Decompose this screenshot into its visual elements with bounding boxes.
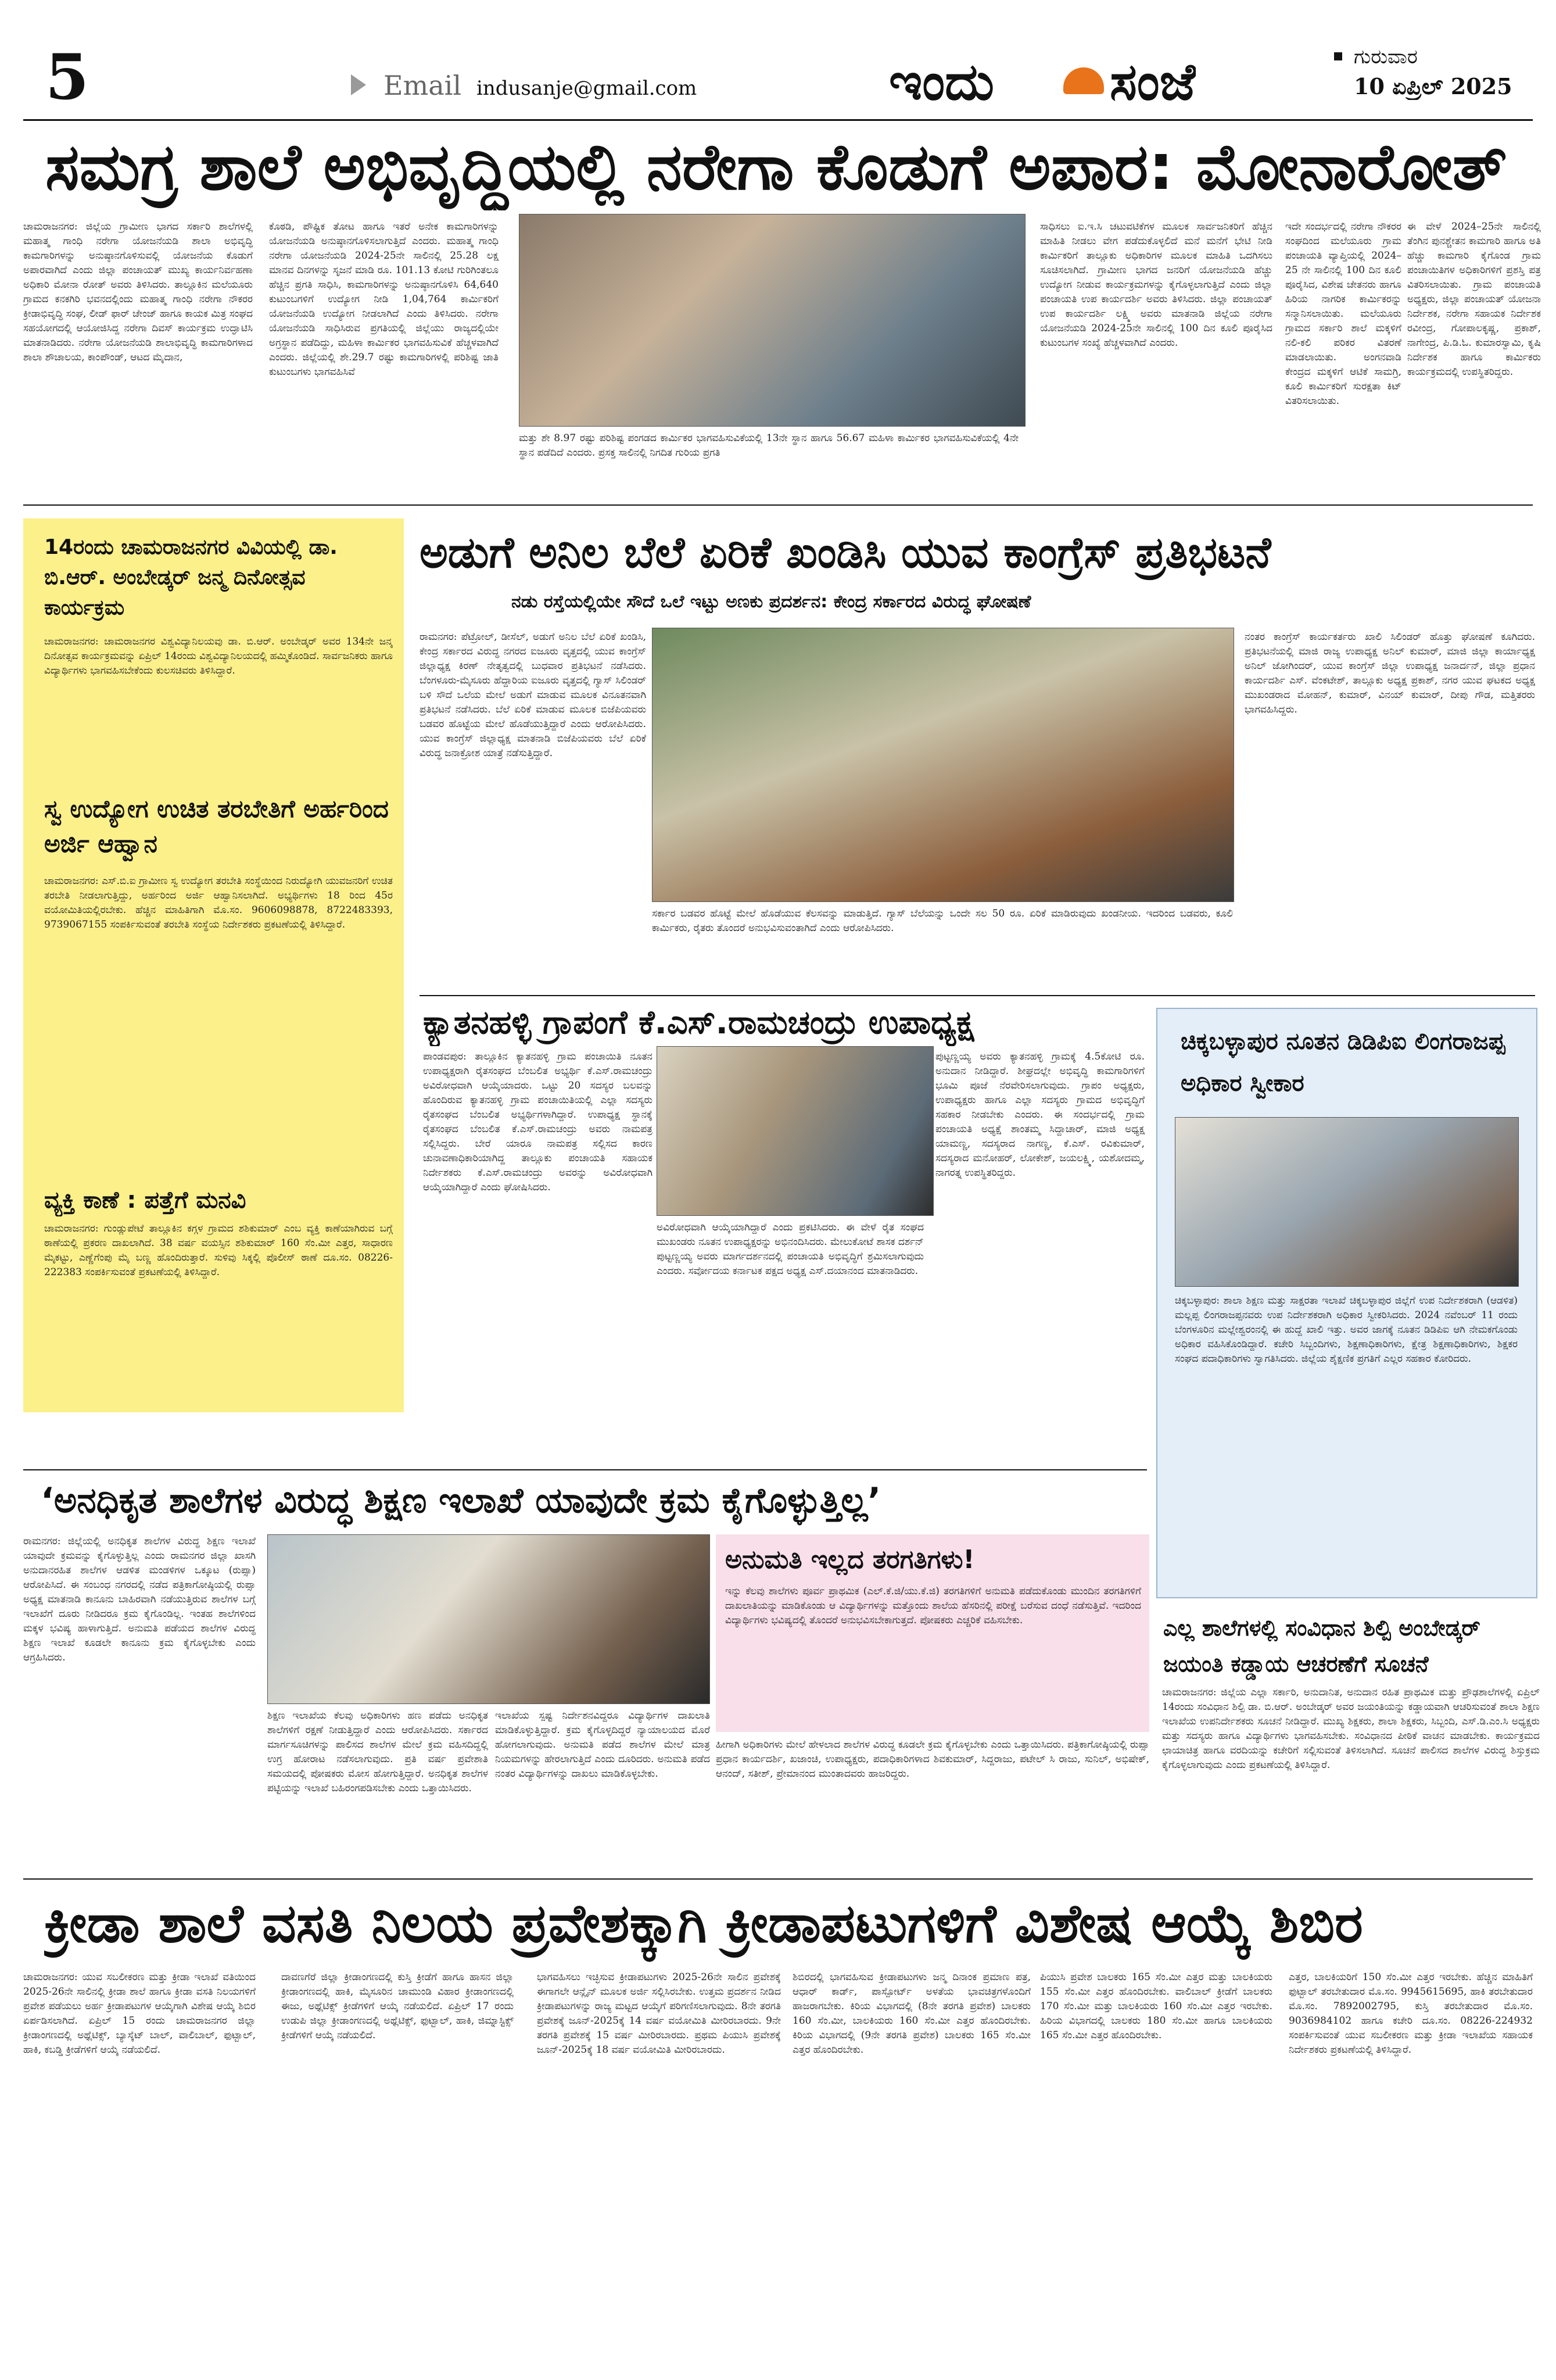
story5-headline: ಎಲ್ಲ ಶಾಲೆಗಳಲ್ಲಿ ಸಂವಿಧಾನ ಶಿಲ್ಪಿ ಅಂಬೇಡ್ಕರ್ ಜಯಂತಿ ಕಡ್ಡಾಯ ಆಚರಣೆಗೆ ಸೂಚನೆ — [1163, 1615, 1480, 1677]
pink-box-title: ಅನುಮತಿ ಇಲ್ಲದ ತರಗತಿಗಳು! — [725, 1545, 975, 1574]
story6-col1: ಚಾಮರಾಜನಗರ: ಯುವ ಸಬಲೀಕರಣ ಮತ್ತು ಕ್ರೀಡಾ ಇಲಾಖೆ ವತಿಯಿಂದ 2025-26ನೇ ಸಾಲಿನಲ್ಲಿ ಕ್ರೀಡಾ ಶಾಲೆ ಹಾಗೂ ಕ್ರೀಡಾ ವಸತಿ ನಿಲಯಗಳಿಗೆ ಪ್ರವೇಶ ಪಡೆಯಲು ಅರ್ಹ ಕ್ರೀಡಾಪಟುಗಳ ಆಯ್ಕೆಗಾಗಿ ವಿಶೇಷ ಆಯ್ಕೆ ಶಿಬಿರ ಏರ್ಪಡಿಸಲಾಗಿದೆ. ಏಪ್ರಿಲ್ 15 ರಂದು ಚಾಮರಾಜನಗರ ಜಿಲ್ಲಾ ಕ್ರೀಡಾಂಗಣದಲ್ಲಿ ಅಥ್ಲೆಟಿಕ್ಸ್, ಬ್ಯಾಸ್ಕೆಟ್ ಬಾಲ್, ವಾಲಿಬಾಲ್, ಫುಟ್ಬಾಲ್, ಹಾಕಿ, ಕಬಡ್ಡಿ ಕ್ರೀಡೆಗಳಿಗೆ ಆಯ್ಕೆ ನಡೆಯಲಿದೆ. — [23, 1971, 256, 2056]
logo-left-text: ಇಂದು — [889, 52, 995, 112]
ddpi-box — [1156, 1008, 1537, 1598]
ddpi-photo — [1175, 1117, 1519, 1287]
story5-body: ಚಾಮರಾಜನಗರ: ಜಿಲ್ಲೆಯ ಎಲ್ಲಾ ಸರ್ಕಾರಿ, ಅನುದಾನಿತ, ಅನುದಾನ ರಹಿತ ಪ್ರಾಥಮಿಕ ಮತ್ತು ಪ್ರೌಢಶಾಲೆಗಳಲ್ಲಿ ಏಪ್ರಿಲ್ 14ರಂದು ಸಂವಿಧಾನ ಶಿಲ್ಪಿ ಡಾ. ಬಿ.ಆರ್. ಅಂಬೇಡ್ಕರ್ ಅವರ ಜಯಂತಿಯನ್ನು ಕಡ್ಡಾಯವಾಗಿ ಆಚರಿಸುವಂತೆ ಶಾಲಾ ಶಿಕ್ಷಣ ಇಲಾಖೆಯ ಉಪನಿರ್ದೇಶಕರು ಸೂಚನೆ ನೀಡಿದ್ದಾರೆ. ಮುಖ್ಯ ಶಿಕ್ಷಕರು, ಶಾಲಾ ಶಿಕ್ಷಕರು, ಸಿಬ್ಬಂದಿ, ಎಸ್.ಡಿ.ಎಂ.ಸಿ ಅಧ್ಯಕ್ಷರು ಮತ್ತು ಸದಸ್ಯರು ಹಾಗೂ ವಿದ್ಯಾರ್ಥಿಗಳು ಭಾಗವಹಿಸಬೇಕು. ಸಂವಿಧಾನದ ಪೀಠಿಕೆ ವಾಚನ ಮಾಡಬೇಕು. ಕಾರ್ಯಕ್ರಮದ ಛಾಯಾಚಿತ್ರ ಹಾಗೂ ವರದಿಯನ್ನು ಕಚೇರಿಗೆ ಸಲ್ಲಿಸುವಂತೆ ತಿಳಿಸಲಾಗಿದೆ. ಸೂಚನೆ ಪಾಲಿಸದ ಶಾಲೆಗಳ ವಿರುದ್ಧ ಶಿಸ್ತುಕ್ರಮ ಕೈಗೊಳ್ಳಲಾಗುವುದು ಎಂದು ಪ್ರಕಟಣೆಯಲ್ಲಿ ತಿಳಿಸಿದ್ದಾರೆ. — [1162, 1687, 1540, 1771]
story6-col6: ಎತ್ತರ, ಬಾಲಕಿಯರಿಗೆ 150 ಸೆಂ.ಮೀ ಎತ್ತರ ಇರಬೇಕು. ಹೆಚ್ಚಿನ ಮಾಹಿತಿಗೆ ಫುಟ್ಬಾಲ್ ತರಬೇತುದಾರ ಮೊ.ಸಂ. 9945615695, ಹಾಕಿ ತರಬೇತುದಾರ ಮೊ.ಸಂ. 7892002795, ಕುಸ್ತಿ ತರಬೇತುದಾರ ಮೊ.ಸಂ. 9036984102 ಹಾಗೂ ಕಚೇರಿ ದೂ.ಸಂ. 08226-224932 ಸಂಪರ್ಕಿಸುವಂತೆ ಯುವ ಸಬಲೀಕರಣ ಮತ್ತು ಕ್ರೀಡಾ ಇಲಾಖೆಯ ಸಹಾಯಕ ನಿರ್ದೇಶಕರು ಪ್ರಕಟಣೆಯಲ್ಲಿ ತಿಳಿಸಿದ್ದಾರೆ. — [1289, 1971, 1533, 2056]
story3-col1: ಪಾಂಡವಪುರ: ತಾಲ್ಲೂಕಿನ ಕ್ಯಾತನಹಳ್ಳಿ ಗ್ರಾಮ ಪಂಚಾಯಿತಿ ನೂತನ ಉಪಾಧ್ಯಕ್ಷರಾಗಿ ರೈತಸಂಘದ ಬೆಂಬಲಿತ ಅಭ್ಯರ್ಥಿ ಕೆ.ಎಸ್.ರಾಮಚಂದ್ರು ಅವಿರೋಧವಾಗಿ ಆಯ್ಕೆಯಾದರು. ಒಟ್ಟು 20 ಸದಸ್ಯರ ಬಲವನ್ನು ಹೊಂದಿರುವ ಕ್ಯಾತನಹಳ್ಳಿ ಗ್ರಾಮ ಪಂಚಾಯಿತಿಯಲ್ಲಿ ಎಲ್ಲಾ ಸದಸ್ಯರು ರೈತಸಂಘದ ಬೆಂಬಲಿತ ಅಭ್ಯರ್ಥಿಗಳಾಗಿದ್ದಾರೆ. ಉಪಾಧ್ಯಕ್ಷ ಸ್ಥಾನಕ್ಕೆ ರೈತಸಂಘದ ಬೆಂಬಲಿತ ಕೆ.ಎಸ್.ರಾಮಚಂದ್ರು ಅವರು ನಾಮಪತ್ರ ಸಲ್ಲಿಸಿದ್ದರು. ಬೇರೆ ಯಾರೂ ನಾಮಪತ್ರ ಸಲ್ಲಿಸದ ಕಾರಣ ಚುನಾವಣಾಧಿಕಾರಿಯಾಗಿದ್ದ ತಾಲ್ಲೂಕು ಪಂಚಾಯತಿ ಸಹಾಯಕ ನಿರ್ದೇಶಕರು ಕೆ.ಎಸ್.ರಾಮಚಂದ್ರು ಅವರನ್ನು ಅವಿರೋಧವಾಗಿ ಆಯ್ಕೆಯಾಗಿದ್ದಾರೆ ಎಂದು ಘೋಷಿಸಿದರು. — [423, 1051, 652, 1193]
unauthorised-classes-box — [716, 1534, 1149, 1732]
date-label: 10 ಏಪ್ರಿಲ್ 2025 — [1354, 73, 1512, 99]
story3-col2: ಪುಟ್ಟಣ್ಣಯ್ಯ ಅವರು ಕ್ಯಾತನಹಳ್ಳಿ ಗ್ರಾಮಕ್ಕೆ 4.5ಕೋಟಿ ರೂ. ಅನುದಾನ ನೀಡಿದ್ದಾರೆ. ಶೀಘ್ರದಲ್ಲೇ ಅಭಿವೃದ್ಧಿ ಕಾಮಗಾರಿಗಳಿಗೆ ಭೂಮಿ ಪೂಜೆ ನೆರವೇರಿಸಲಾಗುವುದು. ಗ್ರಾಪಂ ಅಧ್ಯಕ್ಷರು, ಉಪಾಧ್ಯಕ್ಷರು ಹಾಗೂ ಎಲ್ಲಾ ಸದಸ್ಯರು ಗ್ರಾಮದ ಅಭಿವೃದ್ಧಿಗೆ ಸಹಕಾರ ನೀಡಬೇಕು ಎಂದರು. ಈ ಸಂದರ್ಭದಲ್ಲಿ ಗ್ರಾಮ ಪಂಚಾಯತಿ ಅಧ್ಯಕ್ಷೆ ಶಾಂತಮ್ಮ ಸಿದ್ದಾಚಾರ್, ಮಾಜಿ ಅಧ್ಯಕ್ಷ ಯಾಮಣ್ಣ, ಸದಸ್ಯರಾದ ನಾಗಣ್ಣ, ಕೆ.ಎಸ್. ರವಿಕುಮಾರ್, ಸದಸ್ಯರಾದ ಮನೋಹರ್, ಲೋಕೇಶ್, ಜಯಲಕ್ಷ್ಮಿ, ಯಶೋದಮ್ಮ, ನಾಗರತ್ನ ಉಪಸ್ಥಿತರಿದ್ದರು. — [935, 1051, 1145, 1179]
story1-col1: ಚಾಮರಾಜನಗರ: ಜಿಲ್ಲೆಯ ಗ್ರಾಮೀಣ ಭಾಗದ ಸರ್ಕಾರಿ ಶಾಲೆಗಳಲ್ಲಿ ಮಹಾತ್ಮ ಗಾಂಧಿ ನರೇಗಾ ಯೋಜನೆಯಡಿ ಶಾಲಾ ಅಭಿವೃದ್ಧಿ ಕಾಮಗಾರಿಗಳನ್ನು ಅನುಷ್ಠಾನಗೊಳಿಸುವಲ್ಲಿ ಯೋಜನೆಯ ಕೊಡುಗೆ ಅಪಾರವಾಗಿದೆ ಎಂದು ಜಿಲ್ಲಾ ಪಂಚಾಯತ್ ಮುಖ್ಯ ಕಾರ್ಯನಿರ್ವಹಣಾ ಅಧಿಕಾರಿ ಮೋನಾ ರೋತ್ ಅವರು ತಿಳಿಸಿದರು. ತಾಲ್ಲೂಕಿನ ಮಲೆಯೂರು ಗ್ರಾಮದ ಕನಕಗಿರಿ ಭವನದಲ್ಲಿಂದು ಮಹಾತ್ಮ ಗಾಂಧಿ ನರೇಗಾ ನೌಕರರ ಕ್ರೀಡಾಭಿವೃದ್ಧಿ ಸಂಘ, ಲೀಡ್ ಫಾರ್ ಚೇಂಜ್ ಹಾಗೂ ಕಾಯಕ ಮಿತ್ರ ಸಂಘದ ಸಹಯೋಗದಲ್ಲಿ ಆಯೋಜಿಸಿದ್ದ ನರೇಗಾ ದಿವಸ್ ಕಾರ್ಯಕ್ರಮ ಉದ್ಘಾಟಿಸಿ ಮಾತನಾಡಿದರು. ನರೇಗಾ ಯೋಜನೆಯಡಿ ಶಾಲಾಭಿವೃದ್ಧಿ ಕಾಮಗಾರಿಗಳಾದ ಶಾಲಾ ಶೌಚಾಲಯ, ಕಾಂಪೌಂಡ್, ಆಟದ ಮೈದಾನ, — [23, 221, 253, 363]
story6-col3: ಭಾಗವಹಿಸಲು ಇಚ್ಛಿಸುವ ಕ್ರೀಡಾಪಟುಗಳು 2025-26ನೇ ಸಾಲಿನ ಪ್ರವೇಶಕ್ಕೆ ಈಗಾಗಲೇ ಆನ್ಲೈನ್ ಮೂಲಕ ಅರ್ಜಿ ಸಲ್ಲಿಸಿರಬೇಕು. ಉತ್ತಮ ಪ್ರದರ್ಶನ ನೀಡಿದ ಕ್ರೀಡಾಪಟುಗಳನ್ನು ರಾಜ್ಯ ಮಟ್ಟದ ಆಯ್ಕೆಗೆ ಪರಿಗಣಿಸಲಾಗುವುದು. 8ನೇ ತರಗತಿ ಪ್ರವೇಶಕ್ಕೆ ಜೂನ್-2025ಕ್ಕೆ 14 ವರ್ಷ ವಯೋಮಿತಿ ಮೀರಿರಬಾರದು. 9ನೇ ತರಗತಿ ಪ್ರವೇಶಕ್ಕೆ 15 ವರ್ಷ ಮೀರಿರಬಾರದು. ಪ್ರಥಮ ಪಿಯುಸಿ ಪ್ರವೇಶಕ್ಕೆ ಜೂನ್-2025ಕ್ಕೆ 18 ವರ್ಷ ವಯೋಮಿತಿ ಮೀರಿರಬಾರದು. — [537, 1971, 781, 2056]
email-label: Email — [383, 70, 462, 101]
story1-col6: ಈ ವೇಳೆ 2024–25ನೇ ಸಾಲಿನಲ್ಲಿ ತೆಂಗಿನ ಪುನಶ್ಚೇತನ ಕಾಮಗಾರಿ ಹಾಗೂ ಅತಿ ಹೆಚ್ಚು ಕಾಮಗಾರಿ ಕೈಗೊಂಡ ಗ್ರಾಮ ಪಂಚಾಯಿತಿಗಳ ಅಧಿಕಾರಿಗಳಿಗೆ ಪ್ರಶಸ್ತಿ ಪತ್ರ ವಿತರಿಸಲಾಯಿತು. ಗ್ರಾಮ ಪಂಚಾಯತಿ ಅಧ್ಯಕ್ಷರು, ಜಿಲ್ಲಾ ಪಂಚಾಯತ್ ಯೋಜನಾ ನಿರ್ದೇಶಕ, ನರೇಗಾ ಸಹಾಯಕ ನಿರ್ದೇಶಕ ರವೀಂದ್ರ, ಗೋಪಾಲಕೃಷ್ಣ, ಪ್ರಕಾಶ್, ನಾಗೇಂದ್ರ, ಪಿ.ಡಿ.ಓ. ಕುಮಾರಸ್ವಾಮಿ, ಕೃಷಿ ನಿರ್ದೇಶಕ ಹಾಗೂ ಕಾರ್ಮಿಕರು ಕಾರ್ಯಕ್ರಮದಲ್ಲಿ ಉಪಸ್ಥಿತರಿದ್ದರು. — [1407, 221, 1541, 378]
page-number: 5 — [45, 45, 89, 109]
story1-photo — [519, 214, 1026, 427]
story6-top-rule — [23, 1878, 1533, 1880]
story3-photo-caption: ಅವಿರೋಧವಾಗಿ ಆಯ್ಕೆಯಾಗಿದ್ದಾರೆ ಎಂದು ಪ್ರಕಟಿಸಿದರು. ಈ ವೇಳೆ ರೈತ ಸಂಘದ ಮುಖಂಡರು ನೂತನ ಉಪಾಧ್ಯಕ್ಷರನ್ನು ಅಭಿನಂದಿಸಿದರು. ಮೇಲುಕೋಟೆ ಶಾಸಕ ದರ್ಶನ್ ಪುಟ್ಟಣ್ಣಯ್ಯ ಅವರು ಮಾರ್ಗದರ್ಶನದಲ್ಲಿ ಪಂಚಾಯತಿ ಅಭಿವೃದ್ಧಿಗೆ ಶ್ರಮಿಸಲಾಗುವುದು ಎಂದರು. ಸರ್ವೋದಯ ಕರ್ನಾಟಕ ಪಕ್ಷದ ಅಧ್ಯಕ್ಷ ಎಸ್.ದಯಾನಂದ ಮಾತನಾಡಿದರು. — [657, 1222, 924, 1277]
brief2-title: ಸ್ವ ಉದ್ಯೋಗ ಉಚಿತ ತರಬೇತಿಗೆ ಅರ್ಹರಿಂದ ಅರ್ಜಿ ಆಹ್ವಾನ — [44, 794, 389, 858]
story3-headline: ಕ್ಯಾತನಹಳ್ಳಿ ಗ್ರಾಪಂಗೆ ಕೆ.ಎಸ್.ರಾಮಚಂದ್ರು ಉಪಾಧ್ಯಕ್ಷ — [423, 1004, 974, 1042]
story1-col4: ಸಾಧಿಸಲು ಐ.ಇ.ಸಿ ಚಟುವಟಿಕೆಗಳ ಮೂಲಕ ಸಾರ್ವಜನಿಕರಿಗೆ ಹೆಚ್ಚಿನ ಮಾಹಿತಿ ನೀಡಲು ವೇಗ ಪಡೆದುಕೊಳ್ಳಲಿದೆ ಮನೆ ಮನೆಗೆ ಭೇಟಿ ನೀಡಿ ಕಾರ್ಮಿಕರಿಗೆ ತಾಲ್ಲೂಕು ಅಧಿಕಾರಿಗಳ ಮೂಲಕ ಮಾಹಿತಿ ಒದಗಿಸಲು ಸೂಚಿಸಲಾಗಿದೆ. ಗ್ರಾಮೀಣ ಭಾಗದ ಜನರಿಗೆ ಯೋಜನೆಯಡಿ ಹೆಚ್ಚು ಉದ್ಯೋಗ ನೀಡುವ ಕಾರ್ಯಕ್ರಮಗಳನ್ನು ಕೈಗೊಳ್ಳಲಾಗುತ್ತಿದೆ ಎಂದು ಜಿಲ್ಲಾ ಪಂಚಾಯತಿ ಉಪ ಕಾರ್ಯದರ್ಶಿ ಅವರು ತಿಳಿಸಿದರು. ಜಿಲ್ಲಾ ಪಂಚಾಯತ್ ಉಪ ಕಾರ್ಯದರ್ಶಿ ಲಕ್ಷ್ಮಿ ಅವರು ಮಾತನಾಡಿ ಜಿಲ್ಲೆಯ ನರೇಗಾ ಯೋಜನೆಯಡಿ 2024-25ನೇ ಸಾಲಿನಲ್ಲಿ 100 ದಿನ ಕೂಲಿ ಪೂರೈಸಿದ ಕುಟುಂಬಗಳ ಸಂಖ್ಯೆ ಹೆಚ್ಚಳವಾಗಿದೆ ಎಂದರು. — [1040, 221, 1272, 349]
pink-box-body: ಇನ್ನು ಕೆಲವು ಶಾಲೆಗಳು ಪೂರ್ವ ಪ್ರಾಥಮಿಕ (ಎಲ್.ಕೆ.ಜಿ/ಯು.ಕೆ.ಜಿ) ತರಗತಿಗಳಿಗೆ ಅನುಮತಿ ಪಡೆದುಕೊಂಡು ಮುಂದಿನ ತರಗತಿಗಳಿಗೆ ದಾಖಲಾತಿಯನ್ನು ಮಾಡಿಕೊಂಡು ಆ ವಿದ್ಯಾರ್ಥಿಗಳನ್ನು ಮತ್ತೊಂದು ಶಾಲೆಯ ಹೆಸರಿನಲ್ಲಿ ಪರೀಕ್ಷೆ ಬರೆಸುವ ದಂಧೆ ನಡೆಸುತ್ತಿವೆ. ಇದರಿಂದ ವಿದ್ಯಾರ್ಥಿಗಳು ಭವಿಷ್ಯದಲ್ಲಿ ತೊಂದರೆ ಅನುಭವಿಸಬೇಕಾಗುತ್ತದೆ. ಪೋಷಕರು ಎಚ್ಚರಿಕೆ ವಹಿಸಬೇಕು. — [725, 1586, 1141, 1626]
story2-bottom-rule — [420, 995, 1535, 996]
story4-photo — [267, 1534, 710, 1704]
brief1-title: 14ರಂದು ಚಾಮರಾಜನಗರ ವಿವಿಯಲ್ಲಿ ಡಾ. ಬಿ.ಆರ್. ಅಂಬೇಡ್ಕರ್ ಜನ್ಮ ದಿನೋತ್ಸವ ಕಾರ್ಯಕ್ರಮ — [44, 535, 338, 620]
email-address[interactable]: indusanje@gmail.com — [476, 77, 697, 100]
logo-sun-icon — [1063, 67, 1104, 94]
story3-photo — [657, 1046, 934, 1216]
story2-photo-caption: ಸರ್ಕಾರ ಬಡವರ ಹೊಟ್ಟೆ ಮೇಲೆ ಹೊಡೆಯುವ ಕೆಲಸವನ್ನು ಮಾಡುತ್ತಿದೆ. ಗ್ಯಾಸ್ ಬೆಲೆಯನ್ನು ಒಂದೇ ಸಲ 50 ರೂ. ಏರಿಕೆ ಮಾಡಿರುವುದು ಖಂಡನೀಯ. ಇದರಿಂದ ಬಡವರು, ಕೂಲಿ ಕಾರ್ಮಿಕರು, ರೈತರು ತೊಂದರೆ ಅನುಭವಿಸುವಂತಾಗಿದೆ ಎಂದು ಆರೋಪಿಸಿದರು. — [652, 908, 1233, 934]
story4-col2: ಶಿಕ್ಷಣ ಇಲಾಖೆಯ ಕೆಲವು ಅಧಿಕಾರಿಗಳು ಹಣ ಪಡೆದು ಅನಧಿಕೃತ ಶಾಲೆಗಳಿಗೆ ರಕ್ಷಣೆ ನೀಡುತ್ತಿದ್ದಾರೆ ಎಂದು ಆರೋಪಿಸಿದರು. ಸರ್ಕಾರದ ಮಾರ್ಗಸೂಚಿಗಳನ್ನು ಪಾಲಿಸದ ಶಾಲೆಗಳ ಮೇಲೆ ಕ್ರಮ ವಹಿಸದಿದ್ದಲ್ಲಿ ಉಗ್ರ ಹೋರಾಟ ನಡೆಸಲಾಗುವುದು. ಪ್ರತಿ ವರ್ಷ ಪ್ರವೇಶಾತಿ ಸಮಯದಲ್ಲಿ ಪೋಷಕರು ಮೋಸ ಹೋಗುತ್ತಿದ್ದಾರೆ. ಅನಧಿಕೃತ ಶಾಲೆಗಳ ಪಟ್ಟಿಯನ್ನು ಇಲಾಖೆ ಬಹಿರಂಗಪಡಿಸಬೇಕು ಎಂದು ಒತ್ತಾಯಿಸಿದರು. — [267, 1710, 488, 1794]
brief1-body: ಚಾಮರಾಜನಗರ: ಚಾಮರಾಜನಗರ ವಿಶ್ವವಿದ್ಯಾನಿಲಯವು ಡಾ. ಬಿ.ಆರ್. ಅಂಬೇಡ್ಕರ್ ಅವರ 134ನೇ ಜನ್ಮ ದಿನೋತ್ಸವ ಕಾರ್ಯಕ್ರಮವನ್ನು ಏಪ್ರಿಲ್ 14ರಂದು ವಿಶ್ವವಿದ್ಯಾನಿಲಯದಲ್ಲಿ ಹಮ್ಮಿಕೊಂಡಿದೆ. ಸಾರ್ವಜನಿಕರು ಹಾಗೂ ವಿದ್ಯಾರ್ಥಿಗಳು ಭಾಗವಹಿಸಬೇಕೆಂದು ಕುಲಸಚಿವರು ತಿಳಿಸಿದ್ದಾರೆ. — [44, 636, 393, 677]
story2-col5: ನಂತರ ಕಾಂಗ್ರೆಸ್ ಕಾರ್ಯಕರ್ತರು ಖಾಲಿ ಸಿಲಿಂಡರ್ ಹೊತ್ತು ಘೋಷಣೆ ಕೂಗಿದರು. ಪ್ರತಿಭಟನೆಯಲ್ಲಿ ಮಾಜಿ ರಾಜ್ಯ ಉಪಾಧ್ಯಕ್ಷ ಅನಿಲ್ ಕುಮಾರ್, ಮಾಜಿ ಜಿಲ್ಲಾ ಕಾರ್ಯಾಧ್ಯಕ್ಷ ಅನಿಲ್ ಜೋಗಿಂದರ್, ಯುವ ಕಾಂಗ್ರೆಸ್ ಜಿಲ್ಲಾ ಉಪಾಧ್ಯಕ್ಷ ಜನಾರ್ದನ್, ಜಿಲ್ಲಾ ಪ್ರಧಾನ ಕಾರ್ಯದರ್ಶಿ ಎಸ್. ವೆಂಕಟೇಶ್, ತಾಲ್ಲೂಕು ಅಧ್ಯಕ್ಷ ಪ್ರಕಾಶ್, ನಗರ ಯುವ ಘಟಕದ ಅಧ್ಯಕ್ಷ ಮುಖಂಡರಾದ ಮೋಹನ್, ಕುಮಾರ್, ವಿನಯ್ ಕುಮಾರ್, ದೀಪು ಗೌಡ, ಮತ್ತಿತರರು ಭಾಗವಹಿಸಿದ್ದರು. — [1245, 631, 1535, 715]
story1-headline: ಸಮಗ್ರ ಶಾಲೆ ಅಭಿವೃದ್ಧಿಯಲ್ಲಿ ನರೇಗಾ ಕೊಡುಗೆ ಅಪಾರ: ಮೋನಾರೋತ್ — [45, 130, 1507, 204]
ddpi-title: ಚಿಕ್ಕಬಳ್ಳಾಪುರ ನೂತನ ಡಿಡಿಪಿಐ ಲಿಂಗರಾಜಪ್ಪ ಅಧಿಕಾರ ಸ್ವೀಕಾರ — [1181, 1028, 1505, 1097]
newspaper-logo — [889, 50, 1284, 114]
story4-headline: ‘ಅನಧಿಕೃತ ಶಾಲೆಗಳ ವಿರುದ್ಧ ಶಿಕ್ಷಣ ಇಲಾಖೆ ಯಾವುದೇ ಕ್ರಮ ಕೈಗೊಳ್ಳುತ್ತಿಲ್ಲ’ — [41, 1480, 881, 1521]
masthead-divider-icon — [1334, 52, 1342, 60]
story1-photo-caption: ಮತ್ತು ಶೇ 8.97 ರಷ್ಟು ಪರಿಶಿಷ್ಟ ಪಂಗಡದ ಕಾರ್ಮಿಕರ ಭಾಗವಹಿಸುವಿಕೆಯಲ್ಲಿ 13ನೇ ಸ್ಥಾನ ಹಾಗೂ 56.67 ಮಹಿಳಾ ಕಾರ್ಮಿಕರ ಭಾಗವಹಿಸುವಿಕೆಯಲ್ಲಿ 4ನೇ ಸ್ಥಾನ ಪಡೆದಿದೆ ಎಂದರು. ಪ್ರಸಕ್ತ ಸಾಲಿನಲ್ಲಿ ನಿಗದಿತ ಗುರಿಯ ಪ್ರಗತಿ — [519, 432, 1019, 459]
story2-photo — [652, 628, 1234, 902]
ddpi-body: ಚಿಕ್ಕಬಳ್ಳಾಪುರ: ಶಾಲಾ ಶಿಕ್ಷಣ ಮತ್ತು ಸಾಕ್ಷರತಾ ಇಲಾಖೆ ಚಿಕ್ಕಬಳ್ಳಾಪುರ ಜಿಲ್ಲೆಗೆ ಉಪ ನಿರ್ದೇಶಕರಾಗಿ (ಆಡಳಿತ) ಮಲ್ಲಪ್ಪ ಲಿಂಗರಾಜಪ್ಪನವರು ಉಪ ನಿರ್ದೇಶಕರಾಗಿ ಅಧಿಕಾರ ಸ್ವೀಕರಿಸಿದರು. 2024 ನವೆಂಬರ್ 11 ರಂದು ಬೆಂಗಳೂರಿನ ಮಲ್ಲೇಶ್ವರಂನಲ್ಲಿ ಈ ಹುದ್ದೆ ಖಾಲಿ ಇತ್ತು. ಅವರ ಜಾಗಕ್ಕೆ ನೂತನ ಡಿಡಿಪಿಐ ಆಗಿ ನೇಮಕಗೊಂಡು ಅಧಿಕಾರ ವಹಿಸಿಕೊಂಡಿದ್ದಾರೆ. ಕಚೇರಿ ಸಿಬ್ಬಂದಿಗಳು, ಶಿಕ್ಷಣಾಧಿಕಾರಿಗಳು, ಕ್ಷೇತ್ರ ಶಿಕ್ಷಣಾಧಿಕಾರಿಗಳು, ಶಿಕ್ಷಕರ ಸಂಘದ ಪದಾಧಿಕಾರಿಗಳು ಸ್ವಾಗತಿಸಿದರು. ಜಿಲ್ಲೆಯ ಶೈಕ್ಷಣಿಕ ಪ್ರಗತಿಗೆ ಎಲ್ಲರ ಸಹಕಾರ ಕೋರಿದರು. — [1175, 1295, 1518, 1365]
story4-col5: ಹೀಗಾಗಿ ಅಧಿಕಾರಿಗಳು ಮೇಲೆ ಹೇಳಲಾದ ಶಾಲೆಗಳ ವಿರುದ್ಧ ಕೂಡಲೇ ಕ್ರಮ ಕೈಗೊಳ್ಳಬೇಕು ಎಂದು ಒತ್ತಾಯಿಸಿದರು. ಪತ್ರಿಕಾಗೋಷ್ಠಿಯಲ್ಲಿ ರುಪ್ಸಾ ಪ್ರಧಾನ ಕಾರ್ಯದರ್ಶಿ, ಖಜಾಂಚಿ, ಉಪಾಧ್ಯಕ್ಷರು, ಪದಾಧಿಕಾರಿಗಳಾದ ಶಿವಕುಮಾರ್, ಸಿದ್ದರಾಜು, ಪಟೇಲ್ ಸಿ ರಾಜು, ಸುನಿಲ್, ಅಭಿಷೇಕ್, ಆನಂದ್, ಸತೀಶ್, ಪ್ರೇಮಾನಂದ ಮುಂತಾದವರು ಹಾಜರಿದ್ದರು. — [716, 1739, 1149, 1780]
story1-col2: ಕೊಠಡಿ, ಪೌಷ್ಟಿಕ ತೋಟ ಹಾಗೂ ಇತರೆ ಅನೇಕ ಕಾಮಗಾರಿಗಳನ್ನು ಯೋಜನೆಯಡಿ ಅನುಷ್ಠಾನಗೊಳಿಸಲಾಗುತ್ತಿದೆ ಎಂದರು. ಮಹಾತ್ಮ ಗಾಂಧಿ ನರೇಗಾ ಯೋಜನೆಯಡಿ 2024-25ನೇ ಸಾಲಿನಲ್ಲಿ 25.28 ಲಕ್ಷ ಮಾನವ ದಿನಗಳನ್ನು ಸೃಜನೆ ಮಾಡಿ ರೂ. 101.13 ಕೋಟಿ ಗುರಿಗಿಂತಲೂ ಹೆಚ್ಚಿನ ಪ್ರಗತಿ ಸಾಧಿಸಿ, ಕಾಮಗಾರಿಗಳನ್ನು ಅನುಷ್ಠಾನಗೊಳಿಸಿ 64,640 ಕುಟುಂಬಗಳಿಗೆ ಉದ್ಯೋಗ ನೀಡಿ 1,04,764 ಕಾರ್ಮಿಕರಿಗೆ ಯೋಜನೆಯಡಿ ಉದ್ಯೋಗ ನೀಡಲಾಗಿದೆ ಎಂದು ತಿಳಿಸಿದರು. ನರೇಗಾ ಯೋಜನೆಯಡಿ ಸಾಧಿಸಿರುವ ಪ್ರಗತಿಯಲ್ಲಿ ಜಿಲ್ಲೆಯು ರಾಜ್ಯದಲ್ಲಿಯೇ ಅಗ್ರಸ್ಥಾನ ಪಡೆದಿದ್ದು, ಮಹಿಳಾ ಕಾರ್ಮಿಕರ ಭಾಗವಹಿಸುವಿಕೆ ಹೆಚ್ಚಳವಾಗಿದೆ ಎಂದರು. ಜಿಲ್ಲೆಯಲ್ಲಿ ಶೇ.29.7 ರಷ್ಟು ಕಾಮಗಾರಿಗಳಲ್ಲಿ ಪರಿಶಿಷ್ಟ ಜಾತಿ ಕುಟುಂಬಗಳು ಭಾಗವಹಿಸಿವೆ — [269, 221, 499, 378]
briefs-box — [23, 518, 404, 1412]
story6-headline: ಕ್ರೀಡಾ ಶಾಲೆ ವಸತಿ ನಿಲಯ ಪ್ರವೇಶಕ್ಕಾಗಿ ಕ್ರೀಡಾಪಟುಗಳಿಗೆ ವಿಶೇಷ ಆಯ್ಕೆ ಶಿಬಿರ — [44, 1892, 1363, 1955]
story2-headline: ಅಡುಗೆ ಅನಿಲ ಬೆಲೆ ಏರಿಕೆ ಖಂಡಿಸಿ ಯುವ ಕಾಂಗ್ರೆಸ್ ಪ್ರತಿಭಟನೆ — [420, 528, 1271, 578]
story4-top-rule — [23, 1469, 1147, 1470]
brief2-body: ಚಾಮರಾಜನಗರ: ಎಸ್.ಬಿ.ಐ ಗ್ರಾಮೀಣ ಸ್ವ ಉದ್ಯೋಗ ತರಬೇತಿ ಸಂಸ್ಥೆಯಿಂದ ನಿರುದ್ಯೋಗಿ ಯುವಜನರಿಗೆ ಉಚಿತ ತರಬೇತಿ ನೀಡಲಾಗುತ್ತಿದ್ದು, ಅರ್ಹರಿಂದ ಅರ್ಜಿ ಆಹ್ವಾನಿಸಲಾಗಿದೆ. ಅಭ್ಯರ್ಥಿಗಳು 18 ರಿಂದ 45ರ ವಯೋಮಿತಿಯಲ್ಲಿರಬೇಕು. ಹೆಚ್ಚಿನ ಮಾಹಿತಿಗಾಗಿ ಮೊ.ಸಂ. 9606098878, 8722483393, 9739067155 ಸಂಪರ್ಕಿಸುವಂತೆ ತರಬೇತಿ ಸಂಸ್ಥೆಯ ನಿರ್ದೇಶಕರು ಪ್ರಕಟಣೆಯಲ್ಲಿ ತಿಳಿಸಿದ್ದಾರೆ. — [44, 875, 393, 930]
story4-col3: ಇಲಾಖೆಯ ಸ್ಪಷ್ಟ ನಿರ್ದೇಶನವಿದ್ದರೂ ವಿದ್ಯಾರ್ಥಿಗಳ ದಾಖಲಾತಿ ಮಾಡಿಕೊಳ್ಳುತ್ತಿದ್ದಾರೆ. ಕ್ರಮ ಕೈಗೊಳ್ಳದಿದ್ದರೆ ನ್ಯಾಯಾಲಯದ ಮೊರೆ ಹೋಗಲಾಗುವುದು. ಅನುಮತಿ ಪಡೆದ ಶಾಲೆಗಳ ಮೇಲೆ ಮಾತ್ರ ನಿಯಮಗಳನ್ನು ಹೇರಲಾಗುತ್ತಿದೆ ಎಂದು ದೂರಿದರು. ಅನುಮತಿ ಪಡೆದ ನಂತರ ವಿದ್ಯಾರ್ಥಿಗಳನ್ನು ದಾಖಲು ಮಾಡಿಕೊಳ್ಳಬೇಕು. — [495, 1710, 710, 1780]
story6-col5: ಪಿಯುಸಿ ಪ್ರವೇಶ ಬಾಲಕರು 165 ಸೆಂ.ಮೀ ಎತ್ತರ ಮತ್ತು ಬಾಲಕಿಯರು 155 ಸೆಂ.ಮೀ ಎತ್ತರ ಹೊಂದಿರಬೇಕು. ವಾಲಿಬಾಲ್ ಕ್ರೀಡೆಗೆ ಬಾಲಕರು 170 ಸೆಂ.ಮೀ ಮತ್ತು ಬಾಲಕಿಯರು 160 ಸೆಂ.ಮೀ ಎತ್ತರ ಇರಬೇಕು. ಹಿರಿಯ ವಿಭಾಗದಲ್ಲಿ ಬಾಲಕರು 180 ಸೆಂ.ಮೀ ಹಾಗೂ ಬಾಲಕಿಯರು 165 ಸೆಂ.ಮೀ ಎತ್ತರ ಹೊಂದಿರಬೇಕು. — [1040, 1971, 1272, 2041]
story2-col1: ರಾಮನಗರ: ಪೆಟ್ರೋಲ್, ಡೀಸೆಲ್, ಅಡುಗೆ ಅನಿಲ ಬೆಲೆ ಏರಿಕೆ ಖಂಡಿಸಿ, ಕೇಂದ್ರ ಸರ್ಕಾರದ ವಿರುದ್ಧ ನಗರದ ಐಜೂರು ವೃತ್ತದಲ್ಲಿ ಯುವ ಕಾಂಗ್ರೆಸ್ ಜಿಲ್ಲಾಧ್ಯಕ್ಷ ಕಿರಣ್ ನೇತೃತ್ವದಲ್ಲಿ ಬುಧವಾರ ಪ್ರತಿಭಟನೆ ನಡೆಸಿದರು. ಬೆಂಗಳೂರು-ಮೈಸೂರು ಹೆದ್ದಾರಿಯ ಐಜೂರು ವೃತ್ತದಲ್ಲಿ ಗ್ಯಾಸ್ ಸಿಲಿಂಡರ್ ಬಳಿ ಸೌದೆ ಒಲೆಯ ಮೇಲೆ ಅಡುಗೆ ಮಾಡುವ ಮೂಲಕ ವಿನೂತನವಾಗಿ ಪ್ರತಿಭಟನೆ ನಡೆಸಿದರು. ಬೆಲೆ ಏರಿಕೆ ಮಾಡುವ ಮೂಲಕ ಬಿಜೆಪಿಯವರು ಬಡವರ ಹೊಟ್ಟೆಯ ಮೇಲೆ ಹೊಡೆಯುತ್ತಿದ್ದಾರೆ ಎಂದು ಆರೋಪಿಸಿದರು. ಯುವ ಕಾಂಗ್ರೆಸ್ ಜಿಲ್ಲಾಧ್ಯಕ್ಷ ಮಾತನಾಡಿ ಬಿಜೆಪಿಯವರು ಬೆಲೆ ಏರಿಕೆ ವಿರುದ್ಧ ಜನಾಕ್ರೋಶ ಯಾತ್ರೆ ನಡೆಸುತ್ತಿದ್ದಾರೆ. — [420, 631, 646, 759]
story6-col4: ಶಿಬಿರದಲ್ಲಿ ಭಾಗವಹಿಸುವ ಕ್ರೀಡಾಪಟುಗಳು ಜನ್ಮ ದಿನಾಂಕ ಪ್ರಮಾಣ ಪತ್ರ, ಆಧಾರ್ ಕಾರ್ಡ್, ಪಾಸ್ಪೋರ್ಟ್ ಅಳತೆಯ ಭಾವಚಿತ್ರಗಳೊಂದಿಗೆ ಹಾಜರಾಗಬೇಕು. ಕಿರಿಯ ವಿಭಾಗದಲ್ಲಿ (8ನೇ ತರಗತಿ ಪ್ರವೇಶ) ಬಾಲಕರು 160 ಸೆಂ.ಮೀ, ಬಾಲಕಿಯರು 160 ಸೆಂ.ಮೀ ಎತ್ತರ ಹೊಂದಿರಬೇಕು. ಕಿರಿಯ ವಿಭಾಗದಲ್ಲಿ (9ನೇ ತರಗತಿ ಪ್ರವೇಶ) ಬಾಲಕರು 165 ಸೆಂ.ಮೀ ಎತ್ತರ ಹೊಂದಿರಬೇಕು. — [793, 1971, 1031, 2056]
story2-subhead: ನಡು ರಸ್ತೆಯಲ್ಲಿಯೇ ಸೌದೆ ಒಲೆ ಇಟ್ಟು ಅಣಕು ಪ್ರದರ್ಶನ: ಕೇಂದ್ರ ಸರ್ಕಾರದ ವಿರುದ್ಧ ಘೋಷಣೆ — [511, 592, 1031, 612]
brief3-body: ಚಾಮರಾಜನಗರ: ಗುಂಡ್ಲುಪೇಟೆ ತಾಲ್ಲೂಕಿನ ಕಗ್ಗಳ ಗ್ರಾಮದ ಶಶಿಕುಮಾರ್ ಎಂಬ ವ್ಯಕ್ತಿ ಕಾಣೆಯಾಗಿರುವ ಬಗ್ಗೆ ಠಾಣೆಯಲ್ಲಿ ಪ್ರಕರಣ ದಾಖಲಾಗಿದೆ. 38 ವರ್ಷ ವಯಸ್ಸಿನ ಶಶಿಕುಮಾರ್ 160 ಸೆಂ.ಮೀ ಎತ್ತರ, ಸಾಧಾರಣ ಮೈಕಟ್ಟು, ಎಣ್ಣೆಗೆಂಪು ಮೈ ಬಣ್ಣ ಹೊಂದಿರುತ್ತಾರೆ. ಸುಳಿವು ಸಿಕ್ಕಲ್ಲಿ ಪೊಲೀಸ್ ಠಾಣೆ ದೂ.ಸಂ. 08226-222383 ಸಂಪರ್ಕಿಸುವಂತೆ ಪ್ರಕಟಣೆಯಲ್ಲಿ ತಿಳಿಸಿದ್ದಾರೆ. — [44, 1223, 393, 1278]
story1-bottom-rule — [23, 504, 1533, 506]
story4-col1: ರಾಮನಗರ: ಜಿಲ್ಲೆಯಲ್ಲಿ ಅನಧಿಕೃತ ಶಾಲೆಗಳ ವಿರುದ್ಧ ಶಿಕ್ಷಣ ಇಲಾಖೆ ಯಾವುದೇ ಕ್ರಮವನ್ನು ಕೈಗೊಳ್ಳುತ್ತಿಲ್ಲ ಎಂದು ರಾಮನಗರ ಜಿಲ್ಲಾ ಖಾಸಗಿ ಅನುದಾನರಹಿತ ಶಾಲೆಗಳ ಆಡಳಿತ ಮಂಡಳಿಗಳ ಒಕ್ಕೂಟ (ರುಪ್ಸಾ) ಆರೋಪಿಸಿದೆ. ಈ ಸಂಬಂಧ ನಗರದಲ್ಲಿ ನಡೆದ ಪತ್ರಿಕಾಗೋಷ್ಠಿಯಲ್ಲಿ ರುಪ್ಸಾ ಅಧ್ಯಕ್ಷ ಮಾತನಾಡಿ ಕಾನೂನು ಬಾಹಿರವಾಗಿ ನಡೆಯುತ್ತಿರುವ ಶಾಲೆಗಳ ಬಗ್ಗೆ ಇಲಾಖೆಗೆ ದೂರು ನೀಡಿದರೂ ಕ್ರಮ ಕೈಗೊಂಡಿಲ್ಲ. ಇಂತಹ ಶಾಲೆಗಳಿಂದ ಮಕ್ಕಳ ಭವಿಷ್ಯ ಹಾಳಾಗುತ್ತಿದೆ. ಅನುಮತಿ ಪಡೆಯದ ಶಾಲೆಗಳ ವಿರುದ್ಧ ಶಿಕ್ಷಣ ಇಲಾಖೆ ಕೂಡಲೇ ಕಾನೂನು ಕ್ರಮ ಕೈಗೊಳ್ಳಬೇಕು ಎಂದು ಆಗ್ರಹಿಸಿದರು. — [23, 1536, 256, 1663]
masthead-rule — [23, 119, 1533, 121]
story6-col2: ದಾವಣಗೆರೆ ಜಿಲ್ಲಾ ಕ್ರೀಡಾಂಗಣದಲ್ಲಿ ಕುಸ್ತಿ ಕ್ರೀಡೆಗೆ ಹಾಗೂ ಹಾಸನ ಜಿಲ್ಲಾ ಕ್ರೀಡಾಂಗಣದಲ್ಲಿ ಹಾಕಿ, ಮೈಸೂರಿನ ಚಾಮುಂಡಿ ವಿಹಾರ ಕ್ರೀಡಾಂಗಣದಲ್ಲಿ ಈಜು, ಅಥ್ಲೆಟಿಕ್ಸ್ ಕ್ರೀಡೆಗಳಿಗೆ ಆಯ್ಕೆ ನಡೆಯಲಿದೆ. ಏಪ್ರಿಲ್ 17 ರಂದು ಉಡುಪಿ ಜಿಲ್ಲಾ ಕ್ರೀಡಾಂಗಣದಲ್ಲಿ ಅಥ್ಲೆಟಿಕ್ಸ್, ಫುಟ್ಬಾಲ್, ಹಾಕಿ, ಜಿಮ್ನಾಸ್ಟಿಕ್ಸ್ ಕ್ರೀಡೆಗಳಿಗೆ ಆಯ್ಕೆ ನಡೆಯಲಿದೆ. — [281, 1971, 514, 2041]
story1-col5: ಇದೇ ಸಂದರ್ಭದಲ್ಲಿ ನರೇಗಾ ನೌಕರರ ಸಂಘದಿಂದ ಮಲೆಯೂರು ಗ್ರಾಮ ಪಂಚಾಯತಿ ವ್ಯಾಪ್ತಿಯಲ್ಲಿ 2024–25 ನೇ ಸಾಲಿನಲ್ಲಿ 100 ದಿನ ಕೂಲಿ ಪೂರೈಸಿದ, ವಿಶೇಷ ಚೇತನರು ಹಾಗೂ ಹಿರಿಯ ನಾಗರಿಕ ಕಾರ್ಮಿಕರನ್ನು ಸನ್ಮಾನಿಸಲಾಯಿತು. ಮಲೆಯೂರು ಗ್ರಾಮದ ಸರ್ಕಾರಿ ಶಾಲೆ ಮಕ್ಕಳಿಗೆ ನಲಿ-ಕಲಿ ಪರಿಕರ ವಿತರಣೆ ಮಾಡಲಾಯಿತು. ಅಂಗನವಾಡಿ ಕೇಂದ್ರದ ಮಕ್ಕಳಿಗೆ ಆಟಿಕೆ ಸಾಮಗ್ರಿ, ಕೂಲಿ ಕಾರ್ಮಿಕರಿಗೆ ಸುರಕ್ಷತಾ ಕಿಟ್ ವಿತರಿಸಲಾಯಿತು. — [1285, 221, 1401, 407]
logo-right-text: ಸಂಜೆ — [1110, 52, 1196, 112]
arrow-icon — [351, 74, 366, 95]
day-label: ಗುರುವಾರ — [1354, 45, 1418, 69]
brief3-title: ವ್ಯಕ್ತಿ ಕಾಣೆ : ಪತ್ತೆಗೆ ಮನವಿ — [44, 1187, 246, 1214]
